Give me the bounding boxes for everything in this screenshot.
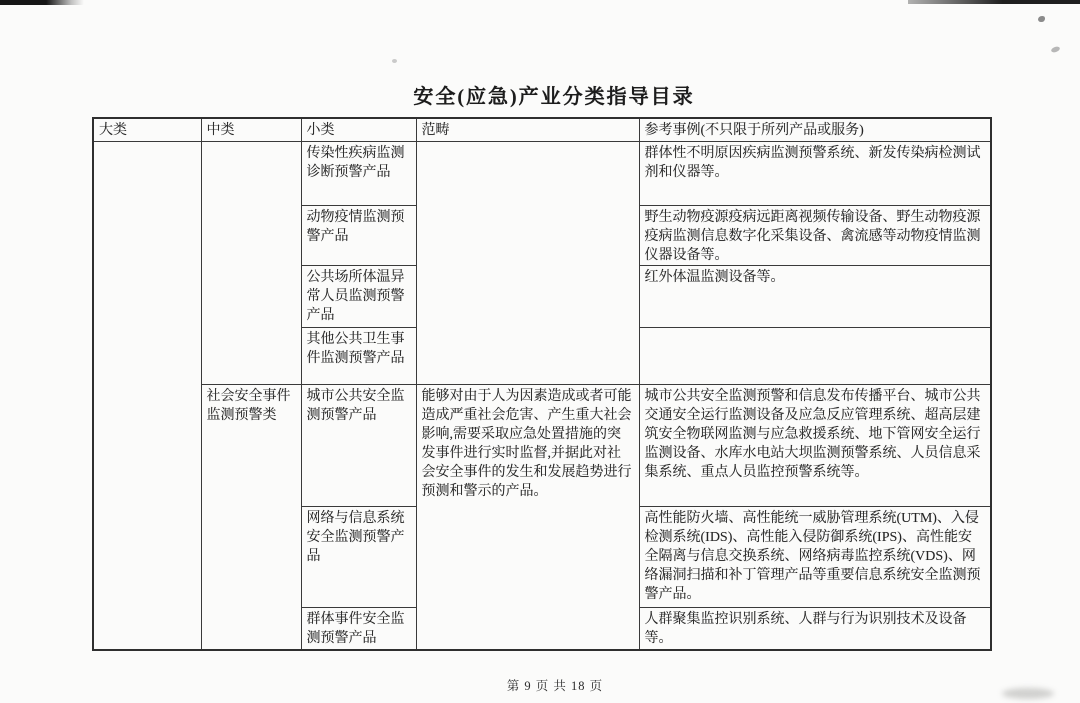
col-header-major-category: 大类: [93, 118, 201, 141]
col-header-sub-category: 小类: [301, 118, 416, 141]
col-header-middle-category: 中类: [201, 118, 301, 141]
cell-examples: 城市公共安全监测预警和信息发布传播平台、城市公共交通安全运行监测设备及应急反应管理系统、超高层建筑安全物联网监测与应急救援系统、地下管网安全运行监测设备、水库水电站大坝监测预警系统、人员信息采集系统、重点人员监控预警系统等。: [639, 384, 991, 506]
cell-examples: 人群聚集监控识别系统、人群与行为识别技术及设备等。: [639, 607, 991, 650]
table-header-row: [93, 118, 991, 141]
scan-artifact-top-right: [908, 0, 1080, 4]
cell-major-category: [93, 141, 201, 650]
page-number: 第 9 页 共 18 页: [506, 679, 604, 693]
classification-table: [92, 117, 992, 651]
cell-examples: [639, 327, 991, 384]
cell-middle-category-1: [201, 141, 301, 384]
table-row: [93, 384, 991, 506]
scan-speck: [1050, 46, 1060, 54]
cell-scope-2: 能够对由于人为因素造成或者可能造成严重社会危害、产生重大社会影响,需要采取应急处置措施的突发事件进行实时监督,并据此对社会安全事件的发生和发展趋势进行预测和警示的产品。: [416, 384, 639, 650]
cell-sub-category: 群体事件安全监测预警产品: [301, 607, 416, 650]
cell-examples: 红外体温监测设备等。: [639, 265, 991, 327]
cell-examples: 群体性不明原因疾病监测预警系统、新发传染病检测试剂和仪器等。: [639, 141, 991, 205]
cell-middle-category-2: 社会安全事件监测预警类: [201, 384, 301, 650]
cell-sub-category: 城市公共安全监测预警产品: [301, 384, 416, 506]
cell-examples: 高性能防火墙、高性能统一威胁管理系统(UTM)、入侵检测系统(IDS)、高性能入侵防御系统(IPS)、高性能安全隔离与信息交换系统、网络病毒监控系统(VDS)、网络漏洞扫描和补丁管理产品等重要信息系统安全监测预警产品。: [639, 506, 991, 607]
cell-sub-category: 传染性疾病监测诊断预警产品: [301, 141, 416, 205]
scan-artifact-top-left: [0, 0, 84, 5]
col-header-scope: 范畴: [416, 118, 639, 141]
scan-speck: [1038, 16, 1045, 22]
cell-sub-category: 公共场所体温异常人员监测预警产品: [301, 265, 416, 327]
cell-examples: 野生动物疫源疫病远距离视频传输设备、野生动物疫源疫病监测信息数字化采集设备、禽流感等动物疫情监测仪器设备等。: [639, 205, 991, 265]
col-header-examples: 参考事例(不只限于所列产品或服务): [639, 118, 991, 141]
cell-sub-category: 动物疫情监测预警产品: [301, 205, 416, 265]
cell-sub-category: 其他公共卫生事件监测预警产品: [301, 327, 416, 384]
page-title: 安全(应急)产业分类指导目录: [413, 86, 695, 108]
cell-scope-1: [416, 141, 639, 384]
cell-sub-category: 网络与信息系统安全监测预警产品: [301, 506, 416, 607]
table-row: [93, 141, 991, 205]
scan-speck: [392, 59, 397, 63]
